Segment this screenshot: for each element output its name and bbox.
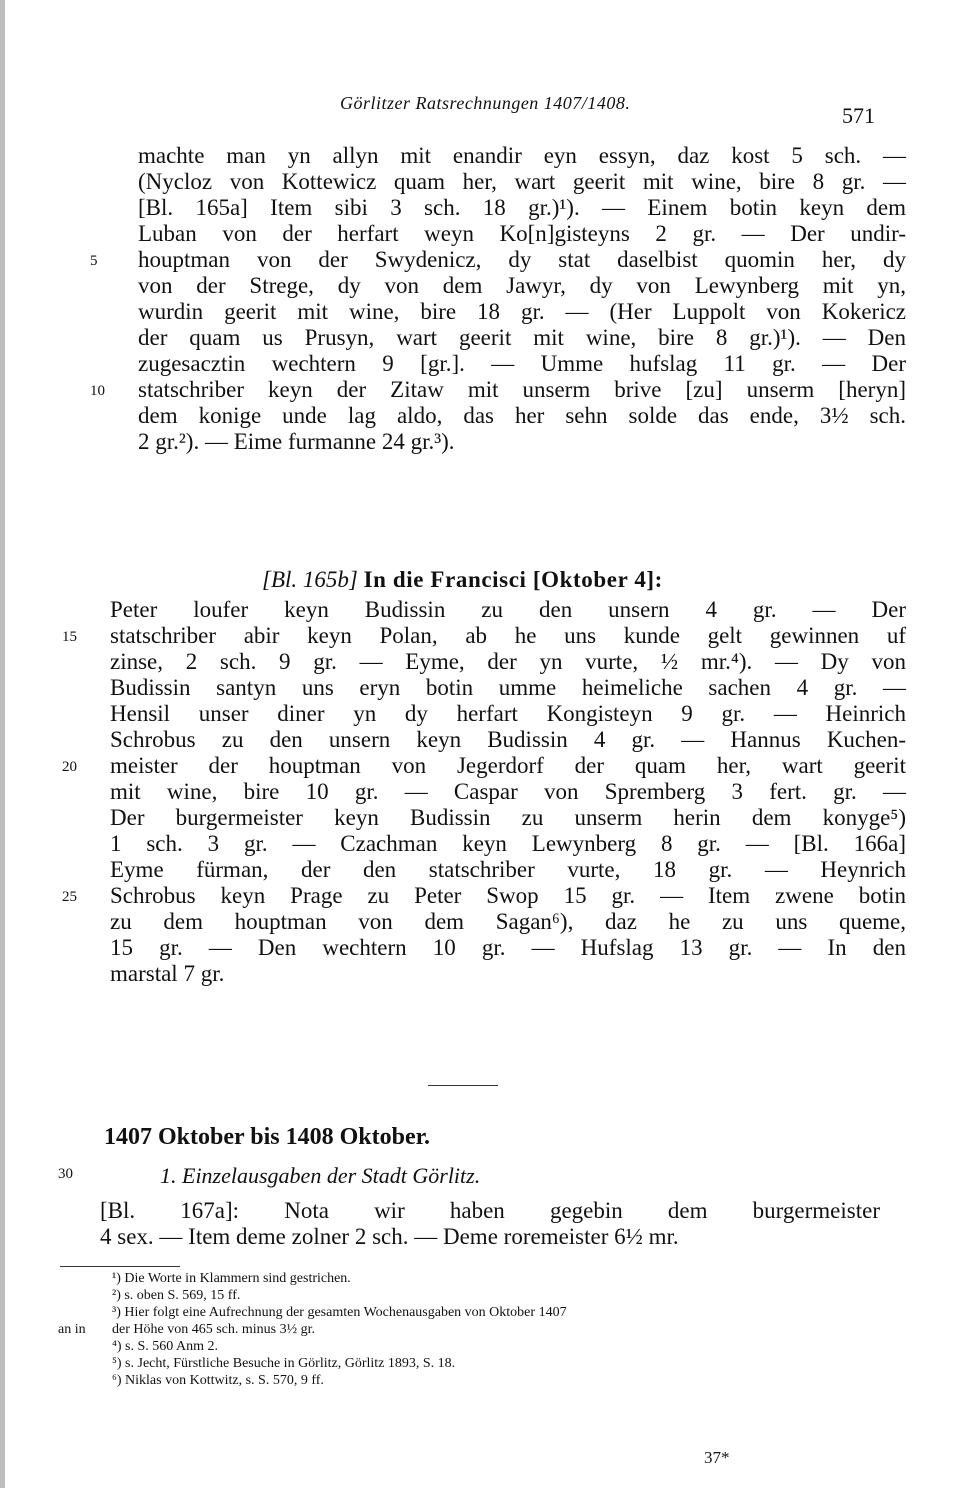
line-text: (Nycloz von Kottewicz quam her, wart geerit mit wine, bire 8 gr. — <box>138 169 906 194</box>
line-text: zu dem houptman von dem Sagan⁶), daz he zu uns queme, <box>110 909 906 934</box>
footnote <box>112 1304 892 1321</box>
line-text: Peter loufer keyn Budissin zu den unsern 4 gr. — Der <box>110 597 906 622</box>
line-text: zinse, 2 sch. 9 gr. — Eyme, der yn vurte, ½ mr.⁴). — Dy von <box>110 649 906 674</box>
section-heading <box>262 567 663 593</box>
footnote <box>112 1287 892 1304</box>
line-text: 4 sex. — Item deme zolner 2 sch. — Deme roremeister 6½ mr. <box>100 1224 679 1249</box>
text-line <box>138 143 906 169</box>
line-text: Der burgermeister keyn Budissin zu unserm herin dem konyge⁵) <box>110 805 906 830</box>
footnote-text: ⁴) s. S. 560 Anm 2. <box>112 1339 219 1354</box>
text-line <box>110 857 906 883</box>
text-line <box>138 299 906 325</box>
line-text: machte man yn allyn mit enandir eyn essyn, daz kost 5 sch. — <box>138 143 906 168</box>
line-text: [Bl. 165a] Item sibi 3 sch. 18 gr.)¹). — Einem botin keyn dem <box>138 195 906 220</box>
line-text: Schrobus zu den unsern keyn Budissin 4 gr. — Hannus Kuchen- <box>110 727 906 752</box>
text-line <box>90 247 906 273</box>
line-text: Budissin santyn uns eryn botin umme heimeliche sachen 4 gr. — <box>110 675 906 700</box>
page-number: 571 <box>842 103 875 128</box>
footnote-text: ⁶) Niklas von Kottwitz, s. S. 570, 9 ff. <box>112 1373 324 1388</box>
line-number: 5 <box>90 253 98 269</box>
text-line <box>110 909 906 935</box>
text-line <box>138 195 906 221</box>
text-line <box>62 623 906 649</box>
line-text: Schrobus keyn Prage zu Peter Swop 15 gr. — Item zwene botin <box>110 883 906 908</box>
text-line <box>100 1198 880 1224</box>
line-number: 25 <box>62 889 77 905</box>
text-line <box>62 753 906 779</box>
footnote-prefix: an in <box>58 1322 86 1337</box>
section-folio-ref: [Bl. 165b] <box>262 567 358 592</box>
line-text: 2 gr.²). — Eime furmanne 24 gr.³). <box>138 429 455 454</box>
text-line <box>138 273 906 299</box>
line-text: von der Strege, dy von dem Jawyr, dy von Lewynberg mit yn, <box>138 273 906 298</box>
line-number: 15 <box>62 629 77 645</box>
line-text: mit wine, bire 10 gr. — Caspar von Spremberg 3 fert. gr. — <box>110 779 906 804</box>
text-line <box>138 325 906 351</box>
footnote <box>112 1338 892 1355</box>
line-text: statschriber abir keyn Polan, ab he uns kunde gelt gewinnen uf <box>110 623 906 648</box>
line-text: Hensil unser diner yn dy herfart Kongisteyn 9 gr. — Heinrich <box>110 701 906 726</box>
chapter-title: 1407 Oktober bis 1408 Oktober. <box>104 1124 431 1150</box>
line-text: Eyme fürman, der den statschriber vurte, 18 gr. — Heynrich <box>110 857 906 882</box>
section-title: In die Francisci [Oktober 4]: <box>363 567 663 592</box>
text-line <box>110 831 906 857</box>
subheading: 1. Einzelausgaben der Stadt Görlitz. <box>160 1163 481 1188</box>
line-text: Luban von der herfart weyn Ko[n]gisteyns 2 gr. — Der undir- <box>138 221 906 246</box>
section-divider <box>428 1085 498 1086</box>
text-line <box>138 221 906 247</box>
line-text: [Bl. 167a]: Nota wir haben gegebin dem burgermeister <box>100 1198 880 1223</box>
text-line <box>110 649 906 675</box>
footnote <box>112 1372 892 1389</box>
footnote <box>112 1355 892 1372</box>
line-number: 20 <box>62 759 77 775</box>
footnote <box>58 1321 892 1338</box>
line-text: 1 sch. 3 gr. — Czachman keyn Lewynberg 8 gr. — [Bl. 166a] <box>110 831 906 856</box>
text-line <box>138 351 906 377</box>
running-title: Görlitzer Ratsrechnungen 1407/1408. <box>340 93 631 113</box>
line-text: dem konige unde lag aldo, das her sehn solde das ende, 3½ sch. <box>138 403 906 428</box>
line-text: zugesacztin wechtern 9 [gr.]. — Umme hufslag 11 gr. — Der <box>138 351 906 376</box>
line-number: 10 <box>90 383 105 399</box>
text-line <box>100 1224 880 1250</box>
paragraph-2 <box>62 597 906 987</box>
footnote-text: ²) s. oben S. 569, 15 ff. <box>112 1288 241 1303</box>
text-line <box>110 961 906 987</box>
line-text: marstal 7 gr. <box>110 961 225 986</box>
text-line <box>110 675 906 701</box>
text-line <box>62 883 906 909</box>
line-number: 30 <box>58 1166 73 1182</box>
paragraph-1 <box>90 143 906 455</box>
footnotes <box>58 1270 892 1389</box>
line-text: statschriber keyn der Zitaw mit unserm brive [zu] unserm [heryn] <box>138 377 906 402</box>
footnote-text: ⁵) s. Jecht, Fürstliche Besuche in Görlitz, Görlitz 1893, S. 18. <box>112 1356 456 1371</box>
footnote-divider <box>60 1266 180 1267</box>
footnote-text: ³) Hier folgt eine Aufrechnung der gesamten Wochenausgaben von Oktober 1407 <box>112 1305 567 1320</box>
line-text: meister der houptman von Jegerdorf der quam her, wart geerit <box>110 753 906 778</box>
footnote-text: ¹) Die Worte in Klammern sind gestrichen. <box>112 1271 351 1286</box>
text-line <box>110 935 906 961</box>
text-line <box>110 727 906 753</box>
text-line <box>138 403 906 429</box>
text-line <box>110 805 906 831</box>
paragraph-3 <box>100 1198 880 1250</box>
line-text: houptman von der Swydenicz, dy stat daselbist quomin her, dy <box>138 247 906 272</box>
footnote-text: der Höhe von 465 sch. minus 3½ gr. <box>112 1322 315 1337</box>
text-line <box>110 701 906 727</box>
line-text: 15 gr. — Den wechtern 10 gr. — Hufslag 13 gr. — In den <box>110 935 906 960</box>
text-line <box>110 779 906 805</box>
page-header <box>0 93 960 128</box>
text-line <box>110 597 906 623</box>
text-line <box>138 169 906 195</box>
line-text: wurdin geerit mit wine, bire 18 gr. — (Her Luppolt von Kokericz <box>138 299 906 324</box>
signature-mark: 37* <box>704 1448 730 1467</box>
text-line <box>90 377 906 403</box>
text-line <box>138 429 906 455</box>
line-text: der quam us Prusyn, wart geerit mit wine, bire 8 gr.)¹). — Den <box>138 325 906 350</box>
footnote <box>112 1270 892 1287</box>
scan-edge <box>0 0 5 1488</box>
